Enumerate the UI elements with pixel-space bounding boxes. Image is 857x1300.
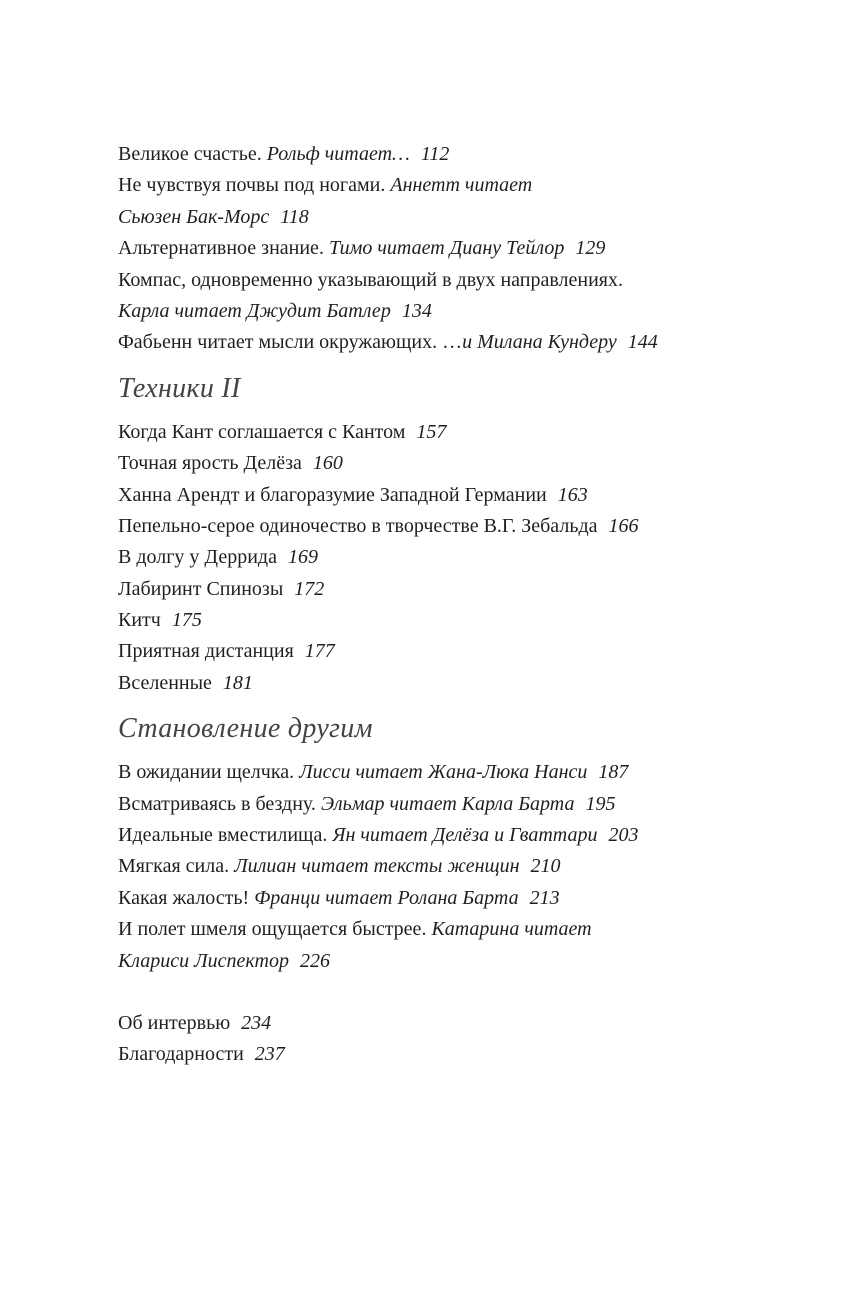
toc-entry-page: 187 [598, 761, 629, 784]
toc-section-techniques [118, 417, 758, 700]
toc-entry-page: 203 [608, 824, 639, 847]
toc-entry-page: 195 [585, 792, 616, 815]
toc-entry-page: 134 [401, 299, 432, 322]
toc-entry-page: 210 [530, 855, 561, 878]
toc-entry-continuation [118, 296, 758, 327]
toc-entry-page: 237 [254, 1043, 285, 1066]
toc-entry [118, 668, 758, 699]
toc-entry-reader: Лисси читает Жана-Люка Нанси [299, 761, 588, 784]
toc-entry [118, 170, 758, 201]
toc-entry [118, 883, 758, 914]
toc-entry-title: Всматриваясь в бездну. [118, 792, 321, 815]
toc-entry-reader: Катарина читает [431, 918, 592, 941]
toc-entry-reader: Рольф читает… [266, 143, 410, 165]
toc-entry-reader: Клариси Лиспектор [118, 949, 289, 972]
toc-entry-page: 166 [608, 514, 639, 537]
toc-entry [118, 542, 758, 573]
toc-entry [118, 139, 758, 170]
toc-entry-title: Вселенные [118, 671, 212, 694]
toc-entry [118, 574, 758, 605]
toc-entry-page: 157 [416, 420, 447, 443]
toc-entry-reader: и Милана Кундеру [462, 331, 617, 354]
toc-entry-page: 181 [222, 671, 253, 694]
toc-entry-page: 226 [299, 949, 330, 972]
toc-entry-title: Точная ярость Делёза [118, 452, 302, 475]
toc-entry-page: 177 [304, 640, 335, 663]
toc-entry [118, 417, 758, 448]
toc-entry-reader: Эльмар читает Карла Барта [320, 792, 575, 815]
section-heading-becoming-other: Становление другим [118, 713, 373, 745]
toc-entry-title: Когда Кант соглашается с Кантом [118, 420, 406, 443]
toc-entry-title: Об интервью [118, 1011, 231, 1034]
toc-entry-title: И полет шмеля ощущается быстрее. [118, 918, 432, 941]
toc-entry [118, 757, 758, 788]
toc-entry-reader: Ян читает Делёза и Гваттари [332, 824, 598, 847]
toc-entry-title: Не чувствуя почвы под ногами. [118, 174, 391, 197]
toc-entry-page: 175 [171, 609, 202, 632]
toc-entry-title: Приятная дистанция [118, 640, 294, 663]
toc-entry-title: Какая жалость! [118, 886, 255, 909]
toc-entry-title: Пепельно-серое одиночество в творчестве В.Г. Зебальда [118, 514, 598, 537]
toc-entry-reader: Тимо читает Диану Тейлор [328, 237, 565, 260]
toc-entry [118, 636, 758, 667]
toc-entry [118, 914, 758, 945]
toc-entry-page: 118 [280, 205, 309, 228]
toc-entry-reader: Сьюзен Бак-Морс [118, 205, 270, 228]
toc-group-continued [118, 139, 758, 359]
toc-entry-page: 160 [312, 452, 343, 475]
toc-entry-title: Фабьенн читает мысли окружающих. … [118, 331, 463, 354]
toc-entry-title: Китч [118, 609, 161, 632]
toc-entry-page: 169 [287, 546, 318, 569]
toc-entry-title: В ожидании щелчка. [118, 761, 300, 784]
toc-entry-reader: Аннетт читает [390, 174, 533, 197]
toc-entry-title: В долгу у Деррида [118, 546, 277, 569]
toc-entry-title: Идеальные вместилища. [118, 824, 333, 847]
toc-entry [118, 511, 758, 542]
toc-entry-reader: Лилиан читает тексты женщин [234, 855, 520, 878]
toc-entry-page: 163 [557, 483, 588, 506]
toc-entry-page: 172 [294, 577, 325, 600]
toc-entry-title: Мягкая сила. [118, 855, 235, 878]
toc-entry-page: 213 [529, 886, 560, 909]
toc-entry [118, 327, 758, 358]
toc-entry-title: Благодарности [118, 1043, 244, 1066]
toc-entry [118, 851, 758, 882]
toc-entry [118, 820, 758, 851]
toc-entry [118, 265, 758, 296]
toc-entry-continuation [118, 946, 758, 977]
toc-entry-title: Лабиринт Спинозы [118, 577, 284, 600]
toc-entry [118, 1039, 758, 1070]
toc-entry-page: 144 [627, 331, 658, 354]
toc-entry [118, 233, 758, 264]
spacer [118, 977, 758, 1008]
section-heading-techniques: Техники II [118, 372, 241, 404]
toc-entry-reader: Карла читает Джудит Батлер [118, 299, 391, 322]
toc-entry-continuation [118, 202, 758, 233]
toc-entry [118, 605, 758, 636]
toc-entry [118, 448, 758, 479]
toc-entry-title: Альтернативное знание. [118, 237, 329, 260]
toc-section-becoming-other [118, 757, 758, 977]
toc-entry-title: Великое счастье. [118, 143, 267, 165]
toc-entry [118, 789, 758, 820]
toc-entry [118, 1008, 758, 1039]
toc-back-matter [118, 1008, 758, 1071]
toc-entry-title: Компас, одновременно указывающий в двух направлениях. [118, 268, 623, 291]
toc-entry-reader: Франци читает Ролана Барта [254, 886, 519, 909]
toc-entry-page: 129 [575, 237, 606, 260]
toc-entry-page: 112 [420, 143, 450, 165]
table-of-contents [118, 139, 758, 1071]
toc-entry-page: 234 [241, 1011, 272, 1034]
toc-entry [118, 480, 758, 511]
toc-entry-title: Ханна Арендт и благоразумие Западной Германии [118, 483, 547, 506]
